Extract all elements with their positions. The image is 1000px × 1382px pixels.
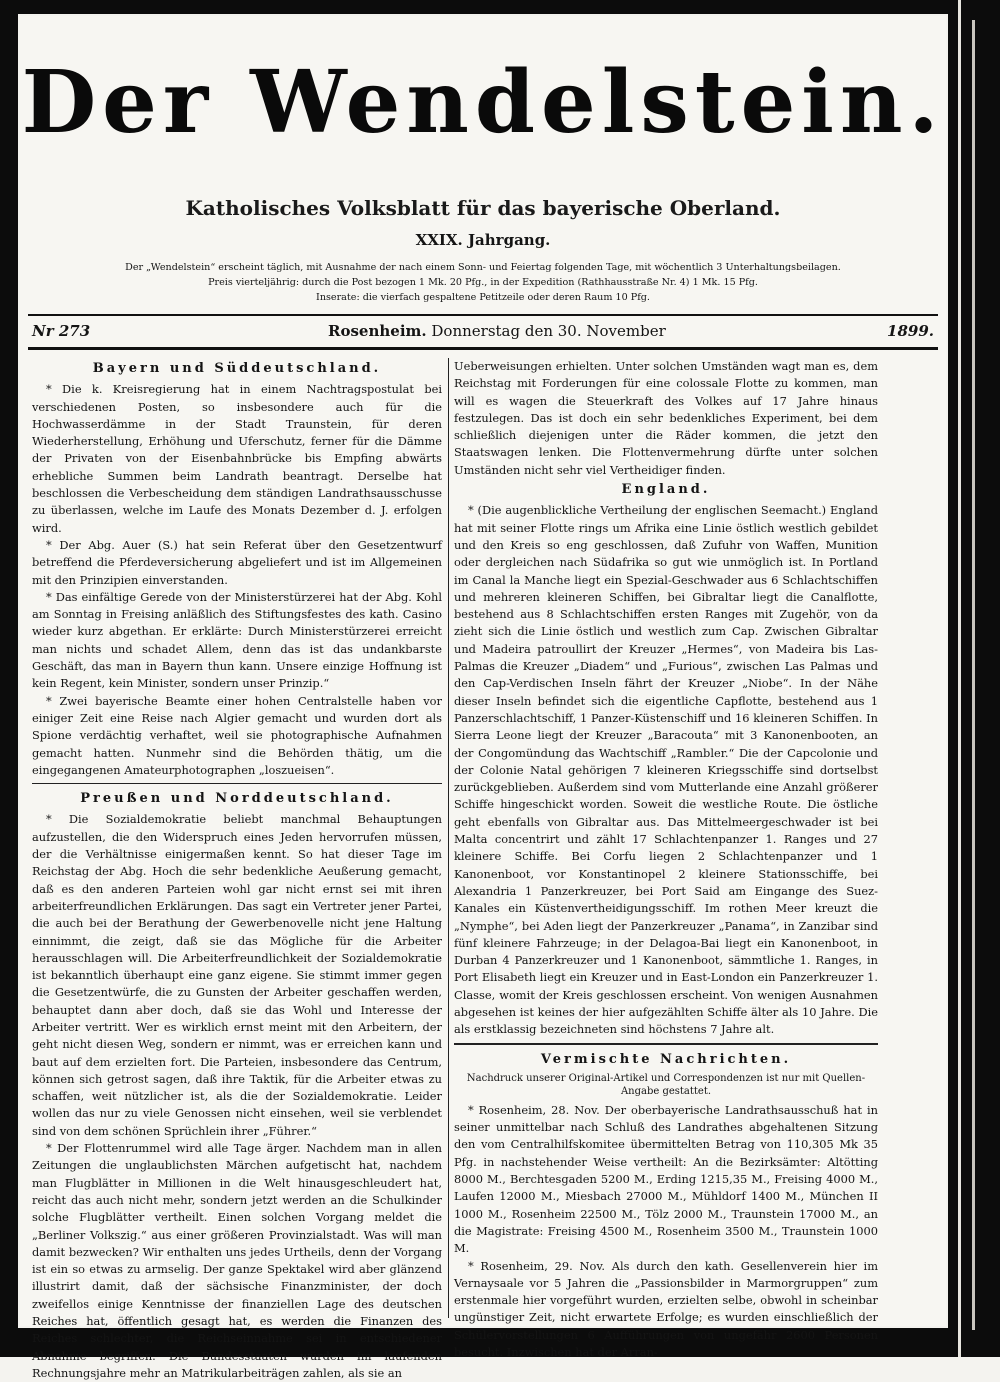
article-paragraph: * Die Sozialdemokratie beliebt manchmal Behauptungen aufzustellen, die den Widerspruch eines Jeden hervorrufen müssen, der die Verhältnisse einigermaßen kennt. So hat dieser Tage im Reichstag der Abg. Hoch die sehr bedenkliche Aeußerung gemacht, daß es den anderen Parteien wohl gar nicht ernst sei mit ihren arbeiterfreundlichen Erklärungen. Das sagt ein Vertreter jener Partei, die auch bei der Berathung der Gewerbenovelle nicht jene Haltung einnimmt, die zeigt, daß sie das Mögliche für die Arbeiter herausschlagen will. Die Arbeiterfreundlichkeit der Sozialdemokratie ist bekanntlich überhaupt eine ganz eigene. Sie stimmt immer gegen die Gesetzentwürfe, die zu Gunsten der Arbeiter geschaffen werden, behauptet dann aber doch, daß sie das Wohl und Interesse der Arbeiter vertritt. Wer es wirklich ernst meint mit den Arbeitern, der geht nicht diesen Weg, sondern er nimmt, was er erreichen kann und baut auf dem erzielten fort. Die Parteien, insbesondere das Centrum, können sich getrost sagen, daß ihre Taktik, für die Arbeiter etwas zu schaffen, weit nützlicher ist, als die der Sozialdemokratie. Leider wollen das nur zu viele Genossen nicht einsehen, weil sie verblendet sind von dem schönen Sprüchlein ihrer „Führer.“ xyxy=(32,812,442,1138)
right-column xyxy=(454,358,878,1360)
newspaper-page xyxy=(20,16,946,1380)
section-title-bayern: Bayern und Süddeutschland. xyxy=(92,361,382,376)
article-paragraph: * Der Abg. Auer (S.) hat sein Referat über den Gesetzentwurf betreffend die Pferdeversicherung abgeliefert und ist im Allgemeinen mit den Prinzipien einverstanden. xyxy=(32,537,442,587)
article-paragraph: * Das einfältige Gerede von der Ministerstürzerei hat der Abg. Kohl am Sonntag in Freising anläßlich des Stiftungsfestes des kath. Casino wieder kurz abgethan. Er erklärte: Durch Ministerstürzerei erreicht man nichts und schadet Allem, denn das ist das undankbarste Geschäft, das man in Bayern thun kann. Unsere einzige Hoffnung ist kein Regent, kein Minister, sondern unser Prinzip.“ xyxy=(32,589,442,691)
article-paragraph: * Die k. Kreisregierung hat in einem Nachtragspostulat bei verschiedenen Posten, so insbesondere auch für die Hochwasserdämme in der Stadt Traunstein, für deren Wiederherstellung, Erhöhung und Uferschutz, ferner für die Dämme der Privaten von der Eisenbahnbrücke bis Empfing abwärts erhebliche Summen beim Landrath beantragt. Derselbe hat beschlossen die Verbescheidung dem ständigen Landrathsausschusse zu überlassen, welche im Laufe des Monats Dezember d. J. erfolgen wird. xyxy=(32,382,442,535)
publication-notice: Der „Wendelstein“ erscheint täglich, mit Ausnahme der nach einem Sonn- und Feiertag folgenden Tage, mit wöchentlich 3 Unterhaltungsbeilagen. xyxy=(125,262,841,273)
article-paragraph: * (Die augenblickliche Vertheilung der englischen Seemacht.) England hat mit seiner Flotte rings um Afrika eine Linie östlich westlich gebildet und den Kreis so eng geschlossen, daß Zufuhr von Waffen, Munition oder dergleichen nach Südafrika so gut wie unmöglich ist. In Portland im Canal la Manche liegt ein Spezial-Geschwader aus 6 Schlachtschiffen und mehreren kleineren Schiffen, bei Gibraltar liegt die Canalflotte, bestehend aus 8 Schlachtschiffen ersten Ranges mit Zugehör, von da zieht sich die Linie östlich und westlich zum Cap. Zwischen Gibraltar und Madeira patroullirt der Kreuzer „Hermes“, von Madeira bis Las-Palmas die Kreuzer „Diadem“ und „Furious“, zwischen Las Palmas und den Cap-Verdischen Inseln fährt der Kreuzer „Niobe“. In der Nähe dieser Inseln befindet sich die eigentliche Capflotte, bestehend aus 1 Panzerschlachtschiff, 1 Panzer-Küstenschiff und 16 kleineren Schiffen. In Sierra Leone liegt der Kreuzer „Baracouta“ mit 3 Kanonenbooten, an der Congomündung das Wachtschiff „Rambler.“ Die der Capcolonie und der Colonie Natal gehörigen 7 kleineren Kriegsschiffe sind dortselbst zurückgeblieben. Außerdem sind vom Mutterlande eine Anzahl größerer Schiffe hingeschickt worden. Soweit die westliche Route. Die östliche geht ebenfalls von Gibraltar aus. Das Mittelmeergeschwader ist bei Malta concentrirt und zählt 17 Schlachtenpanzer 1. Ranges und 27 kleinere Schiffe. Bei Corfu liegen 2 Schlachtenpanzer und 1 Kanonenboot, vor Konstantinopel 2 kleinere Stationsschiffe, bei Alexandria 1 Panzerkreuzer, bei Port Said am Eingange des Suez-Kanales ein Küstenvertheidigungsschiff. Im rothen Meer kreuzt die „Nymphe“, bei Aden liegt der Panzerkreuzer „Panama“, in Zanzibar sind fünf kleinere Fahrzeuge; in der Delagoa-Bai liegt ein Kanonenboot, in Durban 4 Panzerkreuzer und 1 Kanonenboot, sämmtliche 1. Ranges, in Port Elisabeth liegt ein Kreuzer und in East-London ein Panzerkreuzer 1. Classe, womit der Kreis geschlossen erscheint. Von wenigen Ausnahmen abgesehen ist keines der hier aufgezählten Schiffe älter als 10 Jahre. Die als erstklassig bezeichneten sind höchstens 7 Jahre alt. xyxy=(454,503,878,1037)
issue-place-date xyxy=(328,322,666,340)
article-paragraph: * Rosenheim, 28. Nov. Der oberbayerische Landrathsausschuß hat in seiner unmittelbar nach Schluß des Landrathes abgehaltenen Sitzung den vom Centralhilfskomitee übermittelten Betrag von 110,305 Mk 35 Pfg. in nachstehender Weise vertheilt: An die Bezirksämter: Altötting 8000 M., Berchtesgaden 5200 M., Erding 1215,35 M., Freising 4000 M., Laufen 12000 M., Miesbach 27000 M., Mühldorf 1400 M., München II 1000 M., Rosenheim 22500 M., Tölz 2000 M., Traunstein 17000 M., an die Magistrate: Freising 4500 M., Rosenheim 3500 M., Traunstein 1000 M. xyxy=(454,1102,878,1256)
article-paragraph: * Der Flottenrummel wird alle Tage ärger. Nachdem man in allen Zeitungen die unglaublichsten Märchen aufgetischt hat, nachdem man Flugblätter in Millionen in die Welt hinausgeschleudert hat, reicht das auch nicht mehr, sondern jetzt werden an die Schulkinder solche Flugblätter vertheilt. Einen solchen Vorgang meldet die „Berliner Volkszig.“ aus einer größeren Provinzialstadt. Was will man damit bezwecken? Wir enthalten uns jedes Urtheils, denn der Vorgang ist ein so etwas zu armselig. Der ganze Spektakel wird aber glänzend illustrirt damit, daß der sächsische Finanzminister, der doch zweifellos einige Kenntnisse der finanziellen Lage des deutschen Reiches hat, öffentlich gesagt hat, es werden die Finanzen des Reiches schlechter, die Reichseinnahme sei in entschiedener Abnahme begriffen. Die Bundesstaaten würden im laufenden Rechnungsjahre mehr an Matrikularbeiträgen zahlen, als sie an xyxy=(32,1141,442,1380)
section-title-vermischte: Vermischte Nachrichten. xyxy=(540,1051,792,1067)
section-title-preussen: Preußen und Norddeutschland. xyxy=(80,791,394,807)
volume-label: XXIX. Jahrgang. xyxy=(415,231,551,249)
section-title-england: England. xyxy=(621,482,711,498)
issue-date: Donnerstag den 30. November xyxy=(431,322,666,340)
column-divider xyxy=(448,358,449,1318)
article-paragraph: * Rosenheim, 29. Nov. Als durch den kath. Gesellenverein hier im Vernaysaale vor 5 Jahren die „Passionsbilder in Marmorgruppen“ zum erstenmale hier vorgeführt wurden, erzielten selbe, obwohl in scheinbar ungünstiger Zeit, nicht erwartete Erfolge; es wurden einschließlich der Schülervorstellungen 6 Aufführungen von ungefähr 2600 Personen besucht. Inzwischen hat der Arran- xyxy=(454,1258,878,1360)
article-paragraph: * Zwei bayerische Beamte einer hohen Centralstelle haben vor einiger Zeit eine Reise nach Algier gemacht und wurden dort als Spione verdächtig verhaftet, weil sie photographische Aufnahmen gemacht hatten. Nunmehr sind die Behörden thätig, um die eingegangenen Amateurphotographen „loszueisen“. xyxy=(32,693,442,777)
newspaper-masthead: Der Wendelstein. xyxy=(21,52,945,153)
section-separator xyxy=(454,1043,878,1045)
article-continuation: Ueberweisungen erhielten. Unter solchen Umständen wagt man es, dem Reichstag mit Forderungen für eine colossale Flotte zu kommen, man will es wagen die Steuerkraft des Volkes auf 17 Jahre hinaus festzulegen. Das ist doch ein sehr bedenkliches Experiment, bei dem schließlich diejenigen unter die Räder kommen, die jetzt den Staatswagen lenken. Die Flottenvermehrung dürfte unter solchen Umständen nicht sehr viel Vertheidiger finden. xyxy=(454,359,878,477)
issue-year: 1899. xyxy=(887,322,934,340)
advert-notice: Inserate: die vierfach gespaltene Petitzeile oder deren Raum 10 Pfg. xyxy=(316,292,650,303)
left-column xyxy=(32,358,442,1380)
dateline xyxy=(28,321,938,343)
scan-border-top xyxy=(0,0,1000,14)
header-rule-top xyxy=(28,314,938,316)
section-separator xyxy=(32,783,442,784)
reprint-notice: Nachdruck unserer Original-Artikel und Correspondenzen ist nur mit Quellen-Angabe gestattet. xyxy=(466,1072,866,1097)
scan-border-left xyxy=(0,0,18,1357)
newspaper-subtitle: Katholisches Volksblatt für das bayerische Oberland. xyxy=(185,196,781,220)
price-notice: Preis vierteljährig: durch die Post bezogen 1 Mk. 20 Pfg., in der Expedition (Rathhausstraße Nr. 4) 1 Mk. 15 Pfg. xyxy=(208,277,758,288)
issue-number: Nr 273 xyxy=(32,322,91,340)
issue-place: Rosenheim. xyxy=(328,322,427,340)
header-rule-bottom xyxy=(28,347,938,350)
scan-border-right xyxy=(948,0,1000,1357)
